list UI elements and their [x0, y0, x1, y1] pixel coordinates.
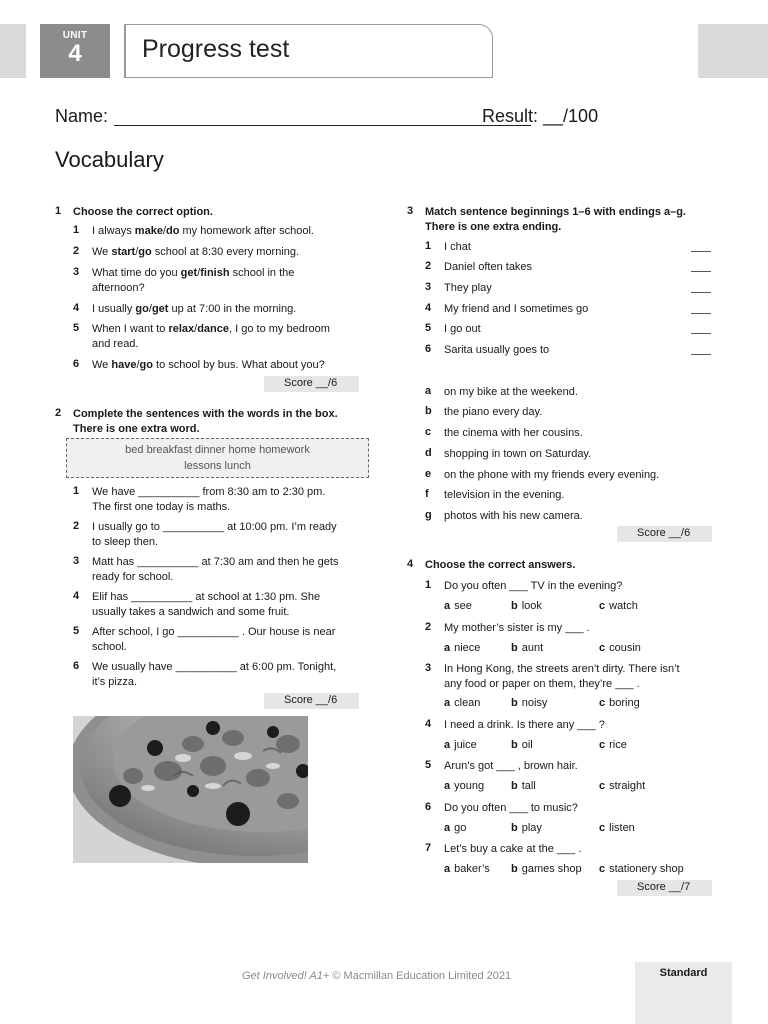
item-number: 2: [425, 621, 432, 633]
answer-blank: [691, 292, 711, 293]
name-label: Name:: [55, 106, 109, 126]
answer-option-a: a clean: [444, 697, 481, 709]
answer-option-b: b aunt: [511, 642, 544, 654]
item-number: 6: [73, 358, 80, 370]
option-item: I always make/do my homework after school.: [92, 225, 314, 237]
ending-letter: c: [425, 426, 432, 438]
answer-option-c: c straight: [599, 780, 646, 792]
answer-option-b: b games shop: [511, 863, 582, 875]
pizza-photo: [73, 716, 308, 863]
item-number: 3: [425, 662, 432, 674]
sentence-beginning: I go out: [444, 323, 481, 335]
answer-blank: [691, 354, 711, 355]
item-number: 4: [73, 302, 80, 314]
answer-option-c: c stationery shop: [599, 863, 684, 875]
ending-letter: f: [425, 488, 429, 500]
score-box: Score __/6: [264, 376, 359, 392]
sentence-beginning: I chat: [444, 241, 471, 253]
ending-letter: b: [425, 405, 432, 417]
sentence-ending: the cinema with her cousins.: [444, 427, 583, 439]
answer-blank: [691, 313, 711, 314]
item-number: 1: [73, 224, 80, 236]
item-number: 3: [73, 555, 80, 567]
ending-letter: e: [425, 468, 432, 480]
pizza-image: [73, 716, 308, 863]
question-number: 4: [407, 558, 414, 570]
score-box: Score __/6: [617, 526, 712, 542]
unit-label: UNIT: [62, 30, 88, 41]
sentence-beginning: My friend and I sometimes go: [444, 303, 589, 315]
answer-option-b: b noisy: [511, 697, 548, 709]
question-instruction: Match sentence beginnings 1–6 with endings a–g. There is one extra ending.: [425, 206, 686, 233]
level-badge: Standard: [635, 962, 732, 1024]
item-number: 4: [73, 590, 80, 602]
question-text: My mother’s sister is my ___ .: [444, 622, 590, 634]
name-row: [55, 106, 600, 130]
answer-option-c: c watch: [599, 600, 638, 612]
word-box-line: bed breakfast dinner home homework: [125, 444, 310, 456]
result-label: Result: __/100: [482, 106, 599, 126]
word-box: [66, 438, 369, 478]
item-number: 6: [425, 801, 432, 813]
ending-letter: d: [425, 447, 432, 459]
question-number: 2: [55, 407, 62, 419]
answer-option-b: b play: [511, 822, 542, 834]
sentence-ending: the piano every day.: [444, 406, 543, 418]
answer-option-a: a young: [444, 780, 485, 792]
question-text: Let’s buy a cake at the ___ .: [444, 843, 582, 855]
question-text: Arun’s got ___ , brown hair.: [444, 760, 578, 772]
answer-option-c: c cousin: [599, 642, 641, 654]
sentence-ending: on my bike at the weekend.: [444, 386, 578, 398]
item-number: 6: [425, 343, 432, 355]
sentence-ending: on the phone with my friends every evening.: [444, 469, 660, 481]
section-title: Vocabulary: [55, 147, 164, 172]
score-box: Score __/6: [264, 693, 359, 709]
title-box: [124, 24, 493, 78]
sentence-ending: shopping in town on Saturday.: [444, 448, 592, 460]
unit-number: 4: [68, 40, 82, 67]
answer-option-a: a niece: [444, 642, 481, 654]
answer-blank: [691, 251, 711, 252]
sentence-ending: photos with his new camera.: [444, 510, 583, 522]
option-item: When I want to relax/dance, I go to my bedroom and read.: [92, 323, 330, 350]
item-number: 5: [425, 322, 432, 334]
question-instruction: Choose the correct answers.: [425, 559, 576, 571]
item-number: 5: [73, 625, 80, 637]
answer-option-c: c listen: [599, 822, 635, 834]
item-number: 1: [425, 579, 432, 591]
question-text: In Hong Kong, the streets aren’t dirty. There isn’t any food or paper on them, they’re ___ .: [444, 663, 680, 690]
answer-option-a: a see: [444, 600, 472, 612]
header-tab-left: [0, 24, 26, 78]
question-text: Do you often ___ TV in the evening?: [444, 580, 623, 592]
item-number: 1: [425, 240, 432, 252]
option-item: I usually go/get up at 7:00 in the morning.: [92, 303, 297, 315]
score-box: Score __/7: [617, 880, 712, 896]
sentence-beginning: They play: [444, 282, 492, 294]
answer-blank: [691, 271, 711, 272]
answer-blank: [691, 333, 711, 334]
header-tab-right: [698, 24, 768, 78]
item-number: 2: [425, 260, 432, 272]
option-item: We start/go school at 8:30 every morning.: [92, 246, 300, 258]
option-item: What time do you get/finish school in the afternoon?: [92, 267, 295, 294]
name-line: [114, 125, 531, 126]
item-number: 2: [73, 520, 80, 532]
item-number: 3: [425, 281, 432, 293]
answer-option-a: a juice: [444, 739, 477, 751]
gap-item: We have __________ from 8:30 am to 2:30 pm. The first one today is maths.: [92, 486, 326, 513]
question-number: 1: [55, 205, 62, 217]
question-text: I need a drink. Is there any ___ ?: [444, 719, 605, 731]
ending-letter: g: [425, 509, 432, 521]
question-instruction: Choose the correct option.: [73, 206, 213, 218]
item-number: 6: [73, 660, 80, 672]
answer-option-c: c rice: [599, 739, 627, 751]
gap-item: I usually go to __________ at 10:00 pm. I’m ready to sleep then.: [92, 521, 337, 548]
item-number: 5: [73, 322, 80, 334]
sentence-ending: television in the evening.: [444, 489, 565, 501]
item-number: 7: [425, 842, 432, 854]
gap-item: Elif has __________ at school at 1:30 pm. She usually takes a sandwich and some fruit.: [92, 591, 321, 618]
unit-badge: [40, 24, 110, 78]
gap-item: We usually have __________ at 6:00 pm. Tonight, it’s pizza.: [92, 661, 337, 688]
option-item: We have/go to school by bus. What about you?: [92, 359, 325, 371]
ending-letter: a: [425, 385, 432, 397]
question-number: 3: [407, 205, 414, 217]
word-box-line: lessons lunch: [184, 460, 251, 472]
item-number: 4: [425, 302, 432, 314]
item-number: 2: [73, 245, 80, 257]
item-number: 1: [73, 485, 80, 497]
answer-option-a: a go: [444, 822, 467, 834]
gap-item: After school, I go __________ . Our house is near school.: [92, 626, 336, 653]
answer-option-b: b tall: [511, 780, 536, 792]
answer-option-b: b look: [511, 600, 542, 612]
page-title: Progress test: [142, 35, 290, 63]
item-number: 5: [425, 759, 432, 771]
sentence-beginning: Sarita usually goes to: [444, 344, 550, 356]
footer-copyright: Get Involved! A1+ © Macmillan Education Limited 2021: [242, 970, 512, 982]
answer-option-a: a baker’s: [444, 863, 490, 875]
item-number: 3: [73, 266, 80, 278]
question-instruction: Complete the sentences with the words in the box. There is one extra word.: [73, 408, 338, 435]
answer-option-c: c boring: [599, 697, 640, 709]
gap-item: Matt has __________ at 7:30 am and then he gets ready for school.: [92, 556, 339, 583]
question-text: Do you often ___ to music?: [444, 802, 578, 814]
answer-option-b: b oil: [511, 739, 533, 751]
sentence-beginning: Daniel often takes: [444, 261, 533, 273]
item-number: 4: [425, 718, 432, 730]
